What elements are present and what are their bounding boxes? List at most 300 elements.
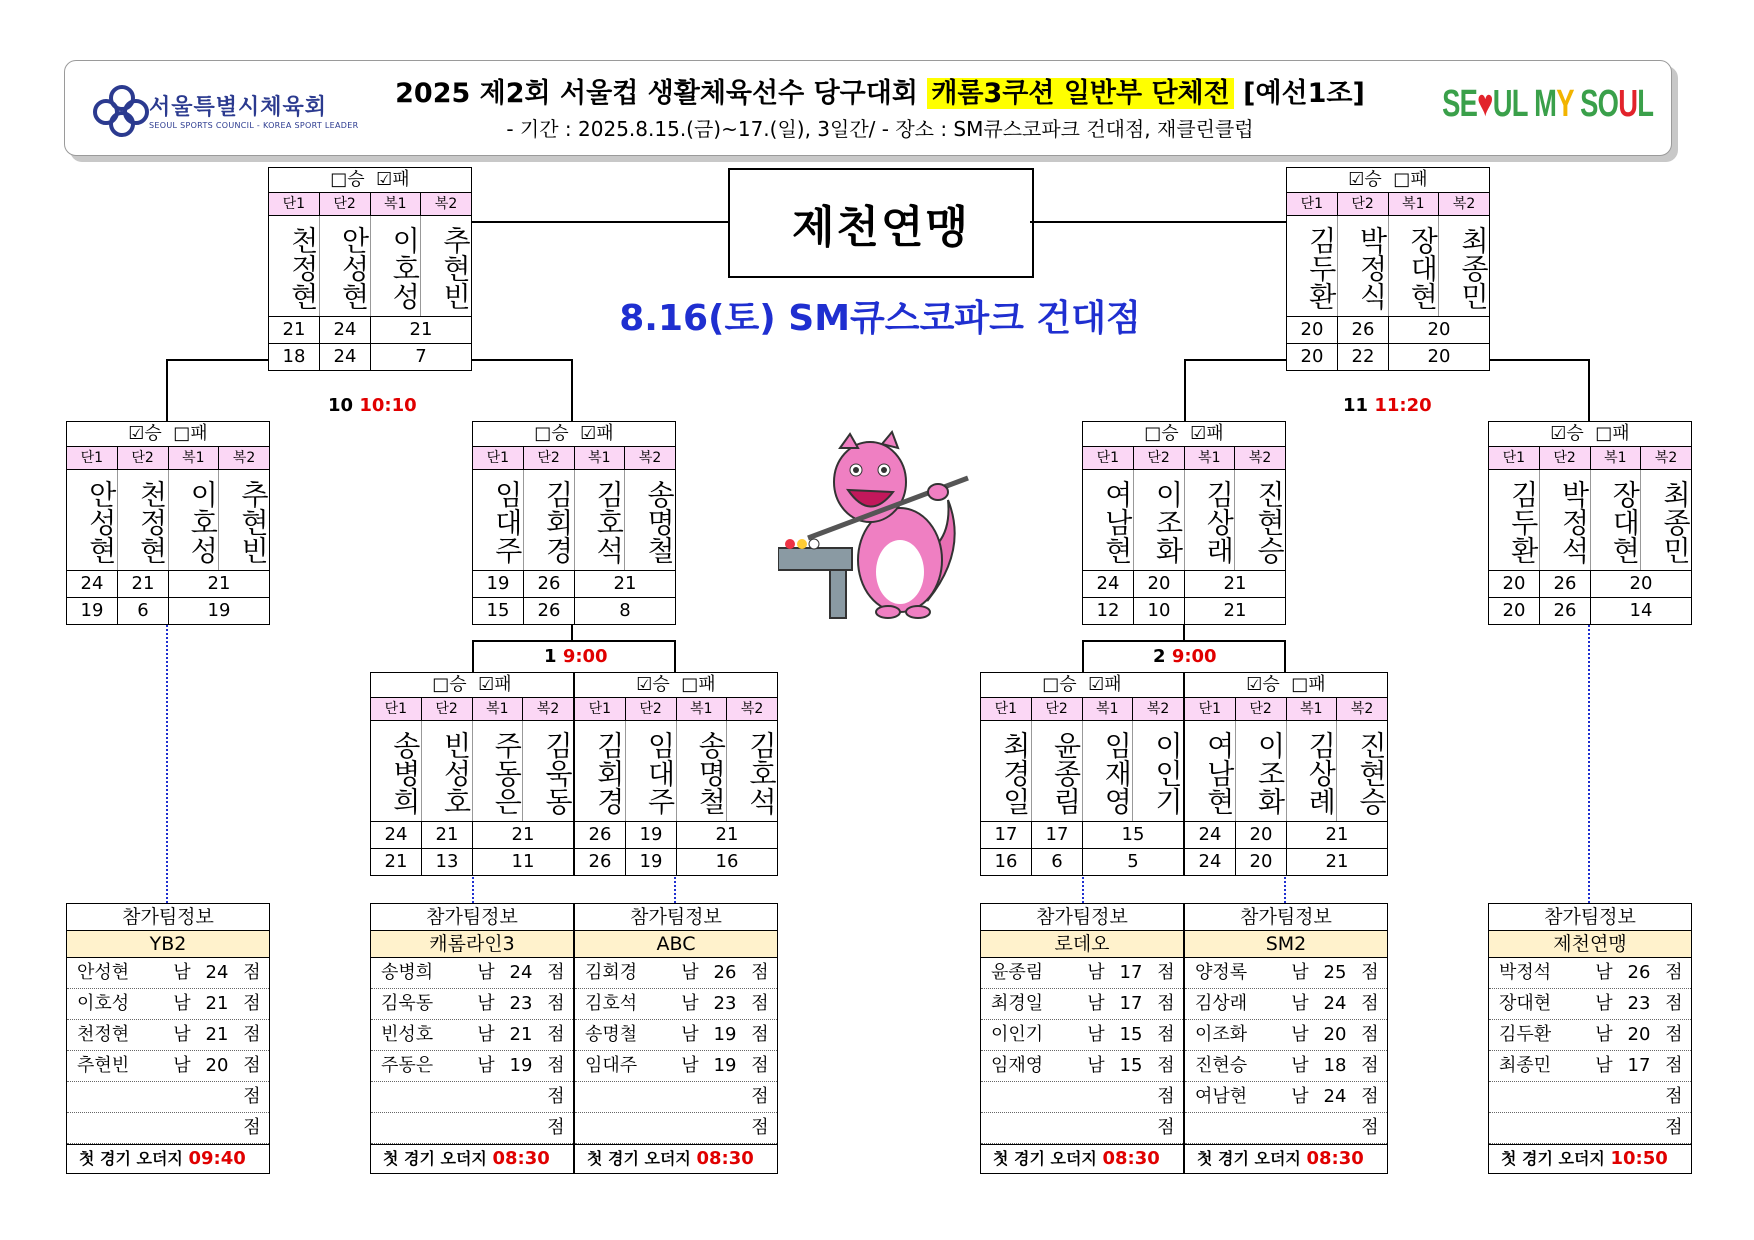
player-gender — [471, 1113, 501, 1143]
player-name: 송명철 — [643, 479, 676, 564]
player-row — [981, 958, 1183, 989]
win-checkbox[interactable]: □승 — [1144, 423, 1179, 444]
player-row — [371, 1051, 573, 1082]
score-row — [371, 822, 573, 849]
score-cell: 24 — [371, 822, 422, 848]
match-box-b_1 — [370, 672, 574, 876]
player-points — [705, 1113, 745, 1143]
player-points: 20 — [1627, 1024, 1651, 1045]
points-unit: 점 — [751, 1086, 769, 1107]
team-info-box — [370, 903, 574, 1174]
player-names — [981, 721, 1183, 822]
team-info-box — [1184, 903, 1388, 1174]
player-row — [1489, 1051, 1691, 1082]
score-cell: 26 — [575, 822, 626, 848]
player-name: 여남현 — [1083, 470, 1134, 570]
player-gender: 남 — [681, 1024, 699, 1045]
player-name: 윤종림 — [991, 962, 1044, 983]
team-name: 제천연맹 — [1489, 931, 1691, 958]
win-checkbox[interactable]: ☑승 — [128, 423, 162, 444]
first-game-order: 첫 경기 오더지 08:30 — [575, 1144, 777, 1173]
player-points: 24 — [205, 962, 229, 983]
player-gender — [167, 1113, 197, 1143]
score-row — [1185, 849, 1387, 875]
player-points: 25 — [1323, 962, 1347, 983]
player-name: 김욱동 — [541, 730, 574, 815]
player-gender: 남 — [173, 993, 191, 1014]
player-row — [1185, 1020, 1387, 1051]
team-name: ABC — [575, 931, 777, 958]
lose-checkbox[interactable]: ☑패 — [580, 423, 614, 444]
column-headers — [473, 447, 675, 470]
match-result — [981, 673, 1183, 698]
match-result — [1287, 168, 1489, 193]
column-header: 단1 — [1489, 447, 1540, 469]
score-cell: 24 — [320, 344, 371, 370]
score-row — [981, 822, 1183, 849]
match-result — [67, 422, 269, 447]
player-gender — [675, 1082, 705, 1112]
player-name: 최경일 — [981, 721, 1032, 821]
player-row — [67, 1020, 269, 1051]
points-unit: 점 — [1361, 993, 1379, 1014]
player-points: 21 — [509, 1024, 533, 1045]
score-cell: 17 — [981, 822, 1032, 848]
player-name: 송병희 — [381, 962, 434, 983]
score-row — [575, 822, 777, 849]
column-header: 단1 — [575, 698, 626, 720]
player-name: 최종민 — [1457, 225, 1490, 310]
score-cell: 20 — [1287, 344, 1338, 370]
player-gender: 남 — [1087, 993, 1105, 1014]
score-cell: 5 — [1127, 851, 1139, 872]
player-name: 임재영 — [1083, 721, 1134, 821]
player-name: 안성현 — [77, 962, 130, 983]
page-title: 2025 제2회 서울컵 생활체육선수 당구대회 캐롬3쿠션 일반부 단체전 [예선1조] — [395, 78, 1365, 109]
player-names — [575, 721, 777, 822]
column-header: 단1 — [1083, 447, 1134, 469]
player-name: 이호성 — [169, 470, 220, 570]
score-cell: 20 — [1489, 598, 1540, 624]
player-name: 윤종림 — [1032, 721, 1083, 821]
points-unit: 점 — [1157, 1024, 1175, 1045]
player-name — [67, 1082, 167, 1112]
player-name: 장대현 — [1389, 216, 1440, 316]
score-cell: 21 — [1325, 851, 1349, 872]
points-unit: 점 — [751, 1055, 769, 1076]
player-points: 17 — [1119, 962, 1143, 983]
score-cell: 24 — [320, 317, 371, 343]
player-points: 23 — [509, 993, 533, 1014]
player-name — [371, 1082, 471, 1112]
column-header: 복2 — [740, 701, 764, 717]
match-result — [1185, 673, 1387, 698]
player-row — [575, 1082, 777, 1113]
score-cell: 26 — [524, 571, 575, 597]
points-unit: 점 — [243, 1086, 261, 1107]
score-row — [981, 849, 1183, 875]
player-name — [575, 1113, 675, 1143]
points-unit: 점 — [547, 1117, 565, 1138]
score-cell: 21 — [207, 573, 231, 594]
player-name: 이인기 — [991, 1024, 1044, 1045]
player-row — [575, 1020, 777, 1051]
player-names — [1185, 721, 1387, 822]
player-row — [981, 1051, 1183, 1082]
player-name: 최종민 — [1659, 479, 1692, 564]
player-gender — [675, 1113, 705, 1143]
column-header: 복2 — [434, 196, 458, 212]
points-unit: 점 — [1665, 962, 1683, 983]
player-gender: 남 — [681, 962, 699, 983]
column-header: 복2 — [1654, 450, 1678, 466]
score-cell: 21 — [1223, 600, 1247, 621]
player-name: 안성현 — [67, 470, 118, 570]
page-subtitle: - 기간 : 2025.8.15.(금)~17.(일), 3일간/ - 장소 : SM큐스코파크 건대점, 재클린클럽 — [506, 117, 1254, 141]
player-row — [981, 1113, 1183, 1144]
player-name: 주동은 — [381, 1055, 434, 1076]
player-name: 박정식 — [1338, 216, 1389, 316]
match-box-m_l2 — [472, 421, 676, 625]
lose-checkbox[interactable]: ☑패 — [478, 674, 512, 695]
points-unit: 점 — [243, 1055, 261, 1076]
player-gender: 남 — [1595, 1024, 1613, 1045]
score-row — [67, 571, 269, 598]
score-row — [1489, 571, 1691, 598]
team-info-header: 참가팀정보 — [575, 904, 777, 931]
player-gender: 남 — [477, 962, 495, 983]
player-name: 빈성호 — [381, 1024, 434, 1045]
player-name: 김회경 — [585, 962, 638, 983]
player-name: 이조화 — [1195, 1024, 1248, 1045]
player-name: 송명철 — [677, 721, 728, 821]
score-cell: 21 — [1223, 573, 1247, 594]
win-checkbox[interactable]: ☑승 — [636, 674, 670, 695]
score-row — [371, 849, 573, 875]
player-points: 23 — [713, 993, 737, 1014]
date-venue: 8.16(토) SM큐스코파크 건대점 — [619, 298, 1141, 339]
first-game-order: 첫 경기 오더지 09:40 — [67, 1144, 269, 1173]
column-header: 복2 — [638, 450, 662, 466]
column-header: 단1 — [473, 447, 524, 469]
score-cell: 26 — [1540, 598, 1591, 624]
points-unit: 점 — [1665, 993, 1683, 1014]
match-result — [1083, 422, 1285, 447]
champion-box: 제천연맹 — [728, 168, 1034, 278]
player-name: 진현승 — [1195, 1055, 1248, 1076]
score-cell: 20 — [1629, 573, 1653, 594]
score-row — [269, 317, 471, 344]
points-unit: 점 — [243, 1117, 261, 1138]
lose-checkbox[interactable]: □패 — [1291, 674, 1326, 695]
player-points: 15 — [1119, 1055, 1143, 1076]
score-cell: 21 — [269, 317, 320, 343]
player-row — [371, 1020, 573, 1051]
lose-checkbox[interactable]: ☑패 — [376, 169, 410, 190]
points-unit: 점 — [547, 993, 565, 1014]
player-name: 김상래 — [1185, 470, 1236, 570]
score-cell: 21 — [511, 824, 535, 845]
player-name — [1489, 1082, 1589, 1112]
lose-checkbox[interactable]: □패 — [681, 674, 716, 695]
player-row — [1489, 989, 1691, 1020]
column-headers — [1489, 447, 1691, 470]
org-logo — [93, 85, 358, 135]
column-header: 단2 — [320, 193, 371, 215]
lose-checkbox[interactable]: □패 — [1393, 169, 1428, 190]
player-row — [1489, 1082, 1691, 1113]
column-header: 단2 — [1338, 193, 1389, 215]
player-points — [1111, 1113, 1151, 1143]
match-box-b_2 — [574, 672, 778, 876]
lose-checkbox[interactable]: ☑패 — [1190, 423, 1224, 444]
points-unit: 점 — [547, 1086, 565, 1107]
player-name: 김호석 — [745, 730, 778, 815]
player-names — [67, 470, 269, 571]
points-unit: 점 — [547, 962, 565, 983]
first-game-order: 첫 경기 오더지 10:50 — [1489, 1144, 1691, 1173]
column-header: 단1 — [1287, 193, 1338, 215]
player-name: 김회경 — [575, 721, 626, 821]
player-name: 임대주 — [473, 470, 524, 570]
lose-checkbox[interactable]: ☑패 — [1088, 674, 1122, 695]
score-cell: 21 — [371, 849, 422, 875]
player-gender: 남 — [1087, 1024, 1105, 1045]
score-cell: 24 — [1185, 849, 1236, 875]
player-points: 23 — [1627, 993, 1651, 1014]
score-row — [269, 344, 471, 370]
points-unit: 점 — [243, 1024, 261, 1045]
column-header: 복1 — [575, 447, 626, 469]
player-names — [1287, 216, 1489, 317]
player-gender: 남 — [1291, 962, 1309, 983]
win-checkbox[interactable]: ☑승 — [1246, 674, 1280, 695]
player-gender — [1285, 1113, 1315, 1143]
player-name: 김호석 — [585, 993, 638, 1014]
score-cell: 10 — [1134, 598, 1185, 624]
player-row — [371, 958, 573, 989]
player-points: 18 — [1323, 1055, 1347, 1076]
player-points — [197, 1082, 237, 1112]
player-gender: 남 — [681, 993, 699, 1014]
score-row — [1083, 598, 1285, 624]
score-row — [1489, 598, 1691, 624]
player-name: 천정현 — [77, 1024, 130, 1045]
player-name: 천정현 — [118, 470, 169, 570]
player-gender — [1081, 1082, 1111, 1112]
match-box-b_3 — [980, 672, 1184, 876]
player-points — [501, 1113, 541, 1143]
team-name: YB2 — [67, 931, 269, 958]
score-cell: 12 — [1083, 598, 1134, 624]
column-headers — [1083, 447, 1285, 470]
player-points: 19 — [713, 1055, 737, 1076]
team-info-header: 참가팀정보 — [371, 904, 573, 931]
player-points: 19 — [509, 1055, 533, 1076]
player-name: 김상례 — [1287, 721, 1338, 821]
player-row — [1185, 958, 1387, 989]
score-row — [1287, 344, 1489, 370]
match-result — [269, 168, 471, 193]
player-points: 19 — [713, 1024, 737, 1045]
column-header: 복2 — [1248, 450, 1272, 466]
player-gender — [1081, 1113, 1111, 1143]
player-name — [981, 1082, 1081, 1112]
column-header: 단2 — [422, 698, 473, 720]
score-cell: 20 — [1489, 571, 1540, 597]
player-name: 천정현 — [269, 216, 320, 316]
score-cell: 26 — [575, 849, 626, 875]
score-cell: 15 — [1121, 824, 1145, 845]
player-row — [1185, 1051, 1387, 1082]
column-header: 복2 — [1452, 196, 1476, 212]
player-gender — [1589, 1082, 1619, 1112]
first-game-order: 첫 경기 오더지 08:30 — [1185, 1144, 1387, 1173]
score-cell: 26 — [1540, 571, 1591, 597]
points-unit: 점 — [1665, 1055, 1683, 1076]
column-header: 단1 — [981, 698, 1032, 720]
match-box-top_left — [268, 167, 472, 371]
points-unit: 점 — [751, 962, 769, 983]
team-info-box — [66, 903, 270, 1174]
score-row — [473, 571, 675, 598]
player-name: 빈성호 — [422, 721, 473, 821]
score-cell: 21 — [422, 822, 473, 848]
player-gender: 남 — [477, 1024, 495, 1045]
win-checkbox[interactable]: □승 — [330, 169, 365, 190]
score-cell: 24 — [67, 571, 118, 597]
player-name: 김상래 — [1195, 993, 1248, 1014]
score-cell: 6 — [118, 598, 169, 624]
column-header: 복1 — [1287, 698, 1338, 720]
player-points — [705, 1082, 745, 1112]
player-name: 임재영 — [991, 1055, 1044, 1076]
column-header: 복2 — [1350, 701, 1374, 717]
points-unit: 점 — [1665, 1086, 1683, 1107]
win-checkbox[interactable]: ☑승 — [1550, 423, 1584, 444]
team-info-header: 참가팀정보 — [67, 904, 269, 931]
player-name — [981, 1113, 1081, 1143]
player-name: 추현빈 — [439, 225, 472, 310]
player-gender: 남 — [1595, 1055, 1613, 1076]
lose-checkbox[interactable]: □패 — [1595, 423, 1630, 444]
score-cell: 11 — [511, 851, 535, 872]
score-cell: 20 — [1236, 849, 1287, 875]
player-gender: 남 — [1087, 962, 1105, 983]
player-name: 여남현 — [1185, 721, 1236, 821]
player-gender: 남 — [1087, 1055, 1105, 1076]
column-headers — [575, 698, 777, 721]
match-result — [371, 673, 573, 698]
team-info-box — [574, 903, 778, 1174]
match-label-10: 10 10:10 — [328, 395, 417, 416]
column-headers — [67, 447, 269, 470]
team-info-box — [980, 903, 1184, 1174]
match-result — [1489, 422, 1691, 447]
points-unit: 점 — [1361, 1055, 1379, 1076]
player-gender: 남 — [1291, 993, 1309, 1014]
match-box-m_r1 — [1082, 421, 1286, 625]
player-row — [575, 989, 777, 1020]
player-name: 이조화 — [1236, 721, 1287, 821]
team-name: 로데오 — [981, 931, 1183, 958]
mascot-illustration — [778, 430, 978, 620]
player-name: 송병희 — [371, 721, 422, 821]
score-cell: 6 — [1032, 849, 1083, 875]
team-info-box — [1488, 903, 1692, 1174]
player-name: 여남현 — [1195, 1086, 1248, 1107]
player-row — [371, 1113, 573, 1144]
score-cell: 16 — [715, 851, 739, 872]
lose-checkbox[interactable]: □패 — [173, 423, 208, 444]
first-game-order: 첫 경기 오더지 08:30 — [981, 1144, 1183, 1173]
points-unit: 점 — [243, 993, 261, 1014]
player-row — [575, 1051, 777, 1082]
player-gender: 남 — [1291, 1024, 1309, 1045]
org-logo-icon — [93, 85, 143, 135]
player-name — [1185, 1113, 1285, 1143]
column-header: 단2 — [1032, 698, 1083, 720]
win-checkbox[interactable]: □승 — [1042, 674, 1077, 695]
score-cell: 20 — [1427, 346, 1451, 367]
column-headers — [371, 698, 573, 721]
player-name: 진현승 — [1253, 479, 1286, 564]
win-checkbox[interactable]: □승 — [534, 423, 569, 444]
win-checkbox[interactable]: ☑승 — [1348, 169, 1382, 190]
score-cell: 20 — [1287, 317, 1338, 343]
points-unit: 점 — [1157, 1055, 1175, 1076]
score-row — [575, 849, 777, 875]
points-unit: 점 — [751, 1024, 769, 1045]
player-row — [1185, 989, 1387, 1020]
player-row — [575, 958, 777, 989]
player-name — [67, 1113, 167, 1143]
points-unit: 점 — [1361, 1117, 1379, 1138]
player-name: 진현승 — [1355, 730, 1388, 815]
column-header: 복2 — [232, 450, 256, 466]
win-checkbox[interactable]: □승 — [432, 674, 467, 695]
player-points: 26 — [713, 962, 737, 983]
points-unit: 점 — [1157, 1086, 1175, 1107]
player-name: 이호성 — [77, 993, 130, 1014]
player-row — [1489, 958, 1691, 989]
player-points: 26 — [1627, 962, 1651, 983]
player-name: 김두환 — [1489, 470, 1540, 570]
column-headers — [1185, 698, 1387, 721]
header-banner — [64, 60, 1672, 156]
column-header: 복1 — [677, 698, 728, 720]
player-name — [575, 1082, 675, 1112]
column-header: 단1 — [371, 698, 422, 720]
player-name: 임대주 — [626, 721, 677, 821]
player-gender: 남 — [681, 1055, 699, 1076]
column-header: 단2 — [1236, 698, 1287, 720]
score-cell: 21 — [613, 573, 637, 594]
score-cell: 20 — [1236, 822, 1287, 848]
player-row — [981, 1020, 1183, 1051]
player-gender: 남 — [173, 962, 191, 983]
team-name: SM2 — [1185, 931, 1387, 958]
points-unit: 점 — [547, 1055, 565, 1076]
player-row — [981, 989, 1183, 1020]
points-unit: 점 — [1361, 1086, 1379, 1107]
team-info-header: 참가팀정보 — [1185, 904, 1387, 931]
player-name: 이인기 — [1151, 730, 1184, 815]
score-cell: 21 — [715, 824, 739, 845]
score-cell: 14 — [1629, 600, 1653, 621]
player-row — [67, 1113, 269, 1144]
score-cell: 17 — [1032, 822, 1083, 848]
